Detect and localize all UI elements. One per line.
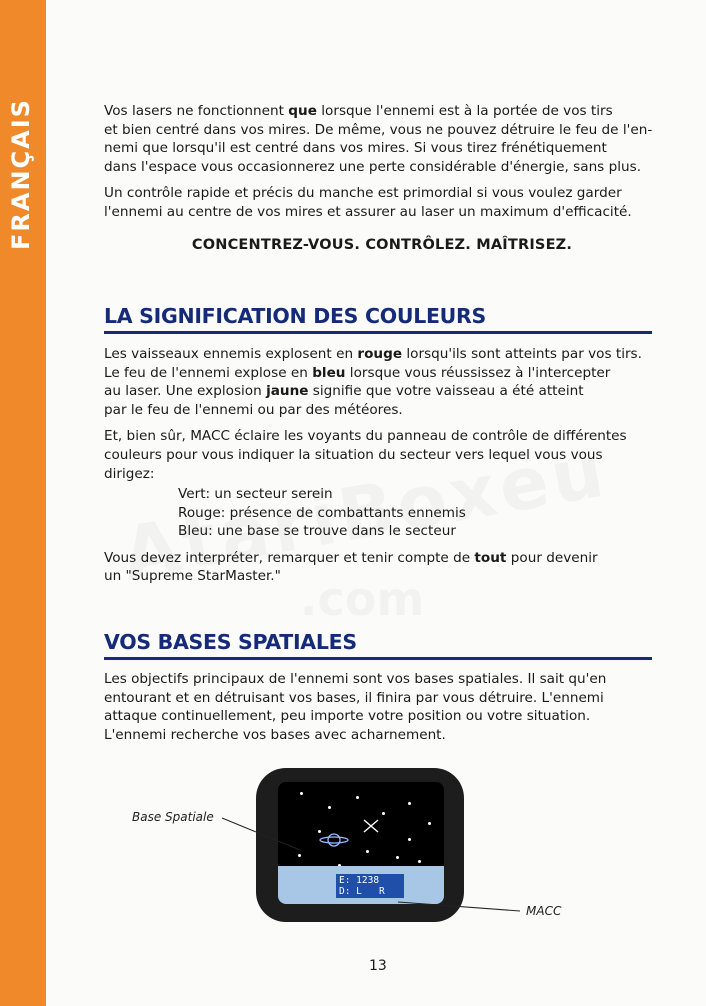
emphasis-word: jaune: [266, 383, 309, 400]
emphasis-word: bleu: [312, 364, 346, 381]
slogan: CONCENTREZ-VOUS. CONTRÔLEZ. MAÎTRISEZ.: [191, 236, 573, 253]
legend-rouge: Rouge: présence de combattants ennemis: [178, 504, 466, 521]
heading-bases: VOS BASES SPATIALES: [104, 630, 652, 660]
direction-readout: D: L R: [339, 886, 385, 897]
legend-vert: Vert: un secteur serein: [178, 486, 333, 503]
callout-line-base: [222, 818, 300, 850]
intro-paragraph-2: Un contrôle rapide et précis du manche est primordial si vous voulez garder l'ennemi au centre de vos mires et assurer au laser un maximum d'efficacité.: [104, 185, 632, 220]
intro-paragraph-1: Vos lasers ne fonctionnent que lorsque l'ennemi est à la portée de vos tirs et bien centré dans vos mires. De même, vous ne pouvez détruire le feu de l'en- nemi que lorsqu'il est centré dans vos mires. Si vous tirez frénétiquement dans l'espace vous occasionnerez une perte considérable d'énergie, sans plus.: [104, 103, 653, 175]
energy-readout: E: 1238: [339, 875, 380, 886]
emphasis-word: tout: [474, 549, 507, 566]
bases-paragraph-1: Les objectifs principaux de l'ennemi sont vos bases spatiales. Il sait qu'en entourant et en détruisant vos bases, il finira par vous détruire. L'ennemi attaque continuellement, peu importe votre position ou votre situation. L'ennemi recherche vos bases avec acharnement.: [104, 671, 607, 743]
heading-couleurs: LA SIGNIFICATION DES COULEURS: [104, 304, 652, 334]
couleurs-paragraph-2: Et, bien sûr, MACC éclaire les voyants du panneau de contrôle de différentes couleurs pour vous indiquer la situation du secteur vers lequel vous vous dirigez:: [104, 428, 627, 482]
callout-macc: MACC: [526, 904, 562, 918]
language-label: FRANÇAIS: [7, 98, 35, 250]
couleurs-paragraph-1: Les vaisseaux ennemis explosent en rouge lorsqu'ils sont atteints par vos tirs. Le feu de l'ennemi explose en bleu lorsque vous réussissez à l'intercepter au laser. Une explosion jaune signifie que votre vaisseau a été atteint par le feu de l'ennemi ou par des météores.: [104, 346, 642, 418]
couleurs-paragraph-3: Vous devez interpréter, remarquer et tenir compte de tout pour devenir un "Supreme StarMaster.": [104, 549, 598, 585]
page-number: 13: [369, 958, 387, 974]
emphasis-word: rouge: [357, 346, 403, 362]
legend-bleu: Bleu: une base se trouve dans le secteur: [178, 523, 456, 540]
callout-line-macc: [398, 902, 520, 911]
callout-base-spatiale: Base Spatiale: [132, 810, 214, 824]
emphasis-word: que: [288, 103, 317, 119]
